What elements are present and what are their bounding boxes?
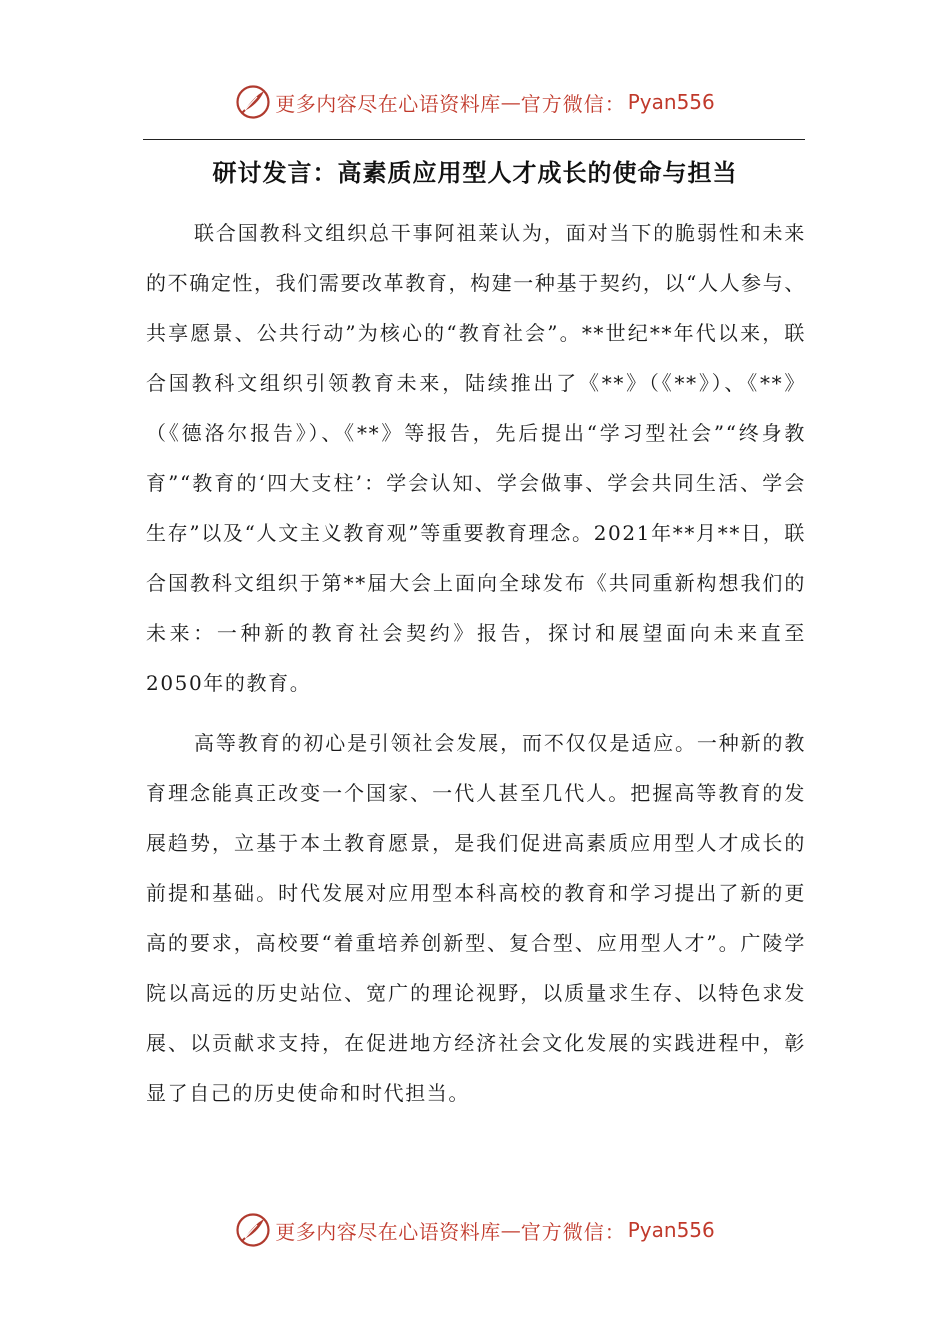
body-paragraph-1: 联合国教科文组织总干事阿祖莱认为，面对当下的脆弱性和未来的不确定性，我们需要改革教育，构建一种基于契约，以“人人参与、共享愿景、公共行动”为核心的“教育社会”。**世纪**年代以来，联合国教科文组织引领教育未来，陆续推出了《**》（《**》）、《**》（《德洛尔报告》）、《**》等报告，先后提出“学习型社会”“终身教育”“教育的‘四大支柱’：学会认知、学会做事、学会共同生活、学会生存”以及“人文主义教育观”等重要教育理念。2021年**月**日，联合国教科文组织于第**届大会上面向全球发布《共同重新构想我们的未来：一种新的教育社会契约》报告，探讨和展望面向未来直至2050年的教育。 bbox=[146, 221, 806, 695]
body-paragraph-2: 高等教育的初心是引领社会发展，而不仅仅是适应。一种新的教育理念能真正改变一个国家、一代人甚至几代人。把握高等教育的发展趋势，立基于本土教育愿景，是我们促进高素质应用型人才成长的前提和基础。时代发展对应用型本科高校的教育和学习提出了新的更高的要求，高校要“着重培养创新型、复合型、应用型人才”。广陵学院以高远的历史站位、宽广的理论视野，以质量求生存、以特色求发展、以贡献求支持，在促进地方经济社会文化发展的实践进程中，彰显了自己的历史使命和时代担当。 bbox=[146, 731, 806, 1105]
header-rule bbox=[143, 139, 805, 140]
feather-pen-logo-icon bbox=[235, 84, 271, 120]
watermark-main-text: 更多内容尽在心语资料库 bbox=[275, 91, 501, 116]
feather-pen-logo-icon bbox=[235, 1212, 271, 1248]
watermark-wechat-id: Pyan556 bbox=[627, 90, 715, 114]
watermark-wechat-label: 官方微信： bbox=[520, 1219, 626, 1244]
watermark-dash: — bbox=[500, 1218, 521, 1242]
watermark-wechat-id: Pyan556 bbox=[627, 1218, 715, 1242]
footer-watermark bbox=[0, 1208, 950, 1252]
watermark-wechat-label: 官方微信： bbox=[520, 91, 626, 116]
document-title: 研讨发言：高素质应用型人才成长的使命与担当 bbox=[212, 159, 738, 187]
header-watermark bbox=[0, 80, 950, 124]
watermark-main-text: 更多内容尽在心语资料库 bbox=[275, 1219, 501, 1244]
watermark-dash: — bbox=[500, 90, 521, 114]
